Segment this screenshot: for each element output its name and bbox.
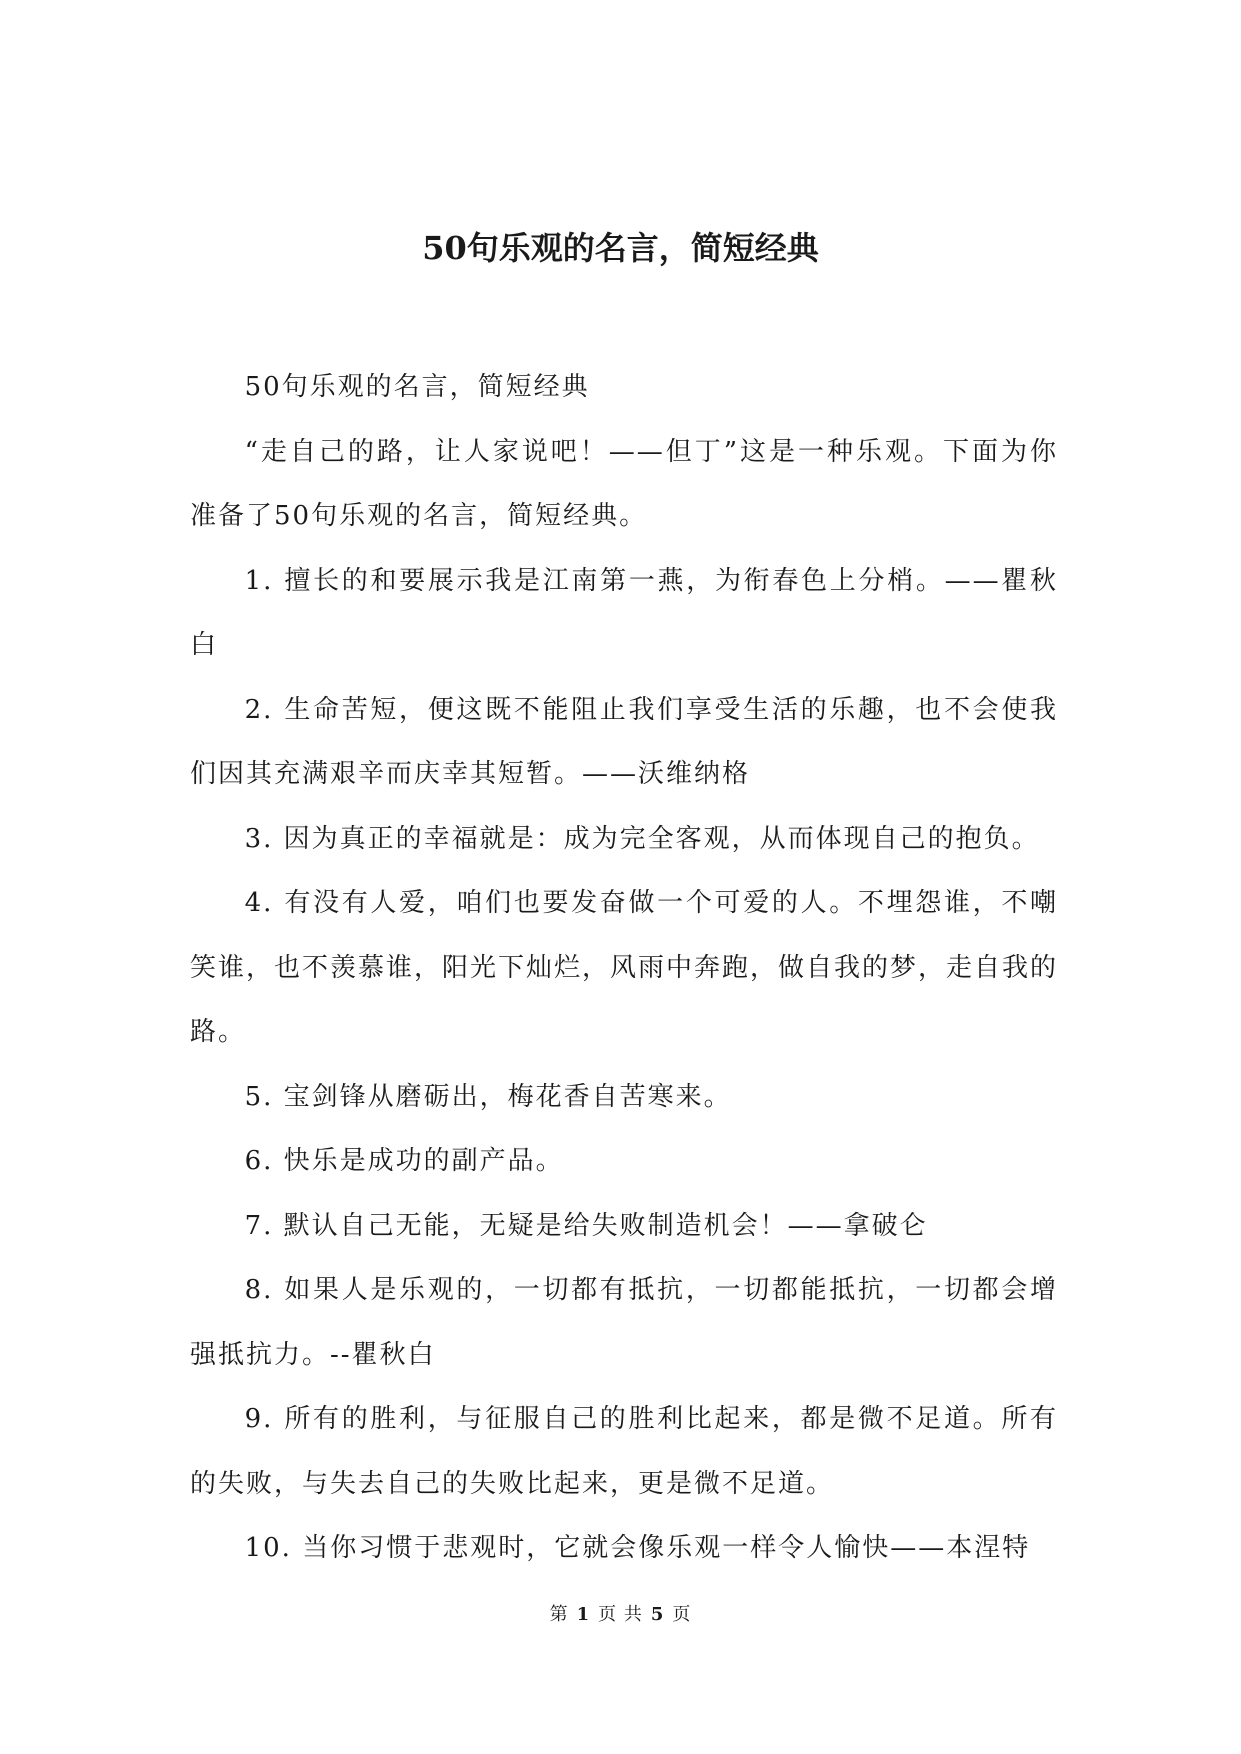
quote-item-7: 7. 默认自己无能，无疑是给失败制造机会！——拿破仑 [244, 1210, 928, 1241]
quote-item-5: 5. 宝剑锋从磨砺出，梅花香自苦寒来。 [244, 1081, 732, 1112]
paragraph-intro: “走自己的路，让人家说吧！——但丁”这是一种乐观。下面为你准备了50句乐观的名言，简短经典。 [190, 436, 1058, 531]
quote-item-2: 2. 生命苦短，便这既不能阻止我们享受生活的乐趣，也不会使我们因其充满艰辛而庆幸其短暂。——沃维纳格 [190, 694, 1058, 789]
quote-item-3: 3. 因为真正的幸福就是：成为完全客观，从而体现自己的抱负。 [244, 823, 1040, 854]
footer-prefix: 第 [549, 1604, 569, 1625]
quote-item-9: 9. 所有的胜利，与征服自己的胜利比起来，都是微不足道。所有的失败，与失去自己的失败比起来，更是微不足道。 [190, 1404, 1058, 1499]
footer-total-pages: 5 [650, 1604, 665, 1625]
quote-item-8: 8. 如果人是乐观的，一切都有抵抗，一切都能抵抗，一切都会增强抵抗力。--瞿秋白 [190, 1275, 1058, 1370]
quote-item-4: 4. 有没有人爱，咱们也要发奋做一个可爱的人。不埋怨谁，不嘲笑谁，也不羡慕谁，阳光下灿烂，风雨中奔跑，做自我的梦，走自我的路。 [190, 888, 1059, 1047]
quote-item-1: 1. 擅长的和要展示我是江南第一燕，为衔春色上分梢。——瞿秋白 [190, 565, 1058, 660]
paragraph-subtitle: 50句乐观的名言，简短经典 [244, 372, 590, 402]
footer-current-page: 1 [576, 1604, 591, 1625]
document-body [190, 355, 1058, 1581]
document-title: 50句乐观的名言，简短经典 [422, 229, 819, 267]
quote-item-10: 10. 当你习惯于悲观时，它就会像乐观一样令人愉快——本涅特 [244, 1533, 1031, 1563]
quote-item-6: 6. 快乐是成功的副产品。 [244, 1146, 564, 1176]
footer-suffix: 页 [672, 1604, 692, 1625]
footer-middle: 页 共 [598, 1604, 643, 1625]
page-footer [0, 1603, 1241, 1627]
